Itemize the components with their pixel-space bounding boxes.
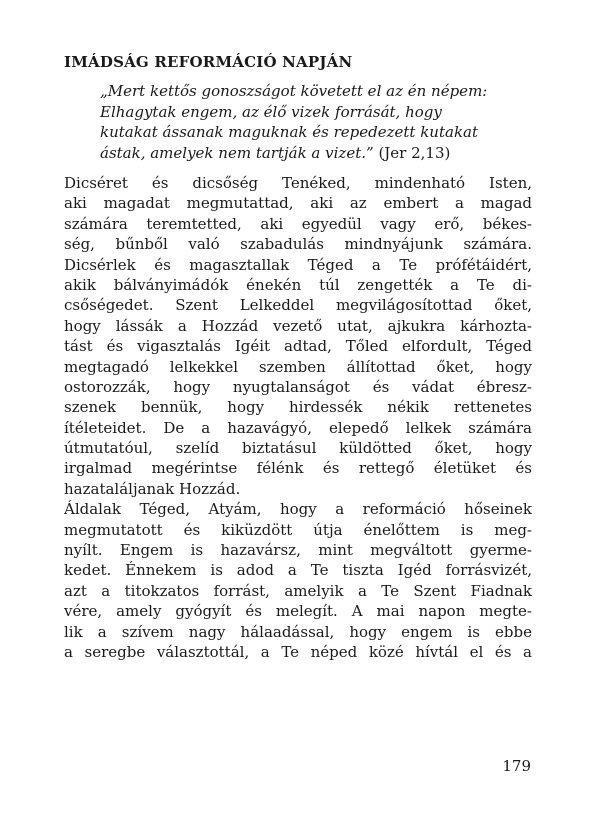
text-line: akik bálványimádók énekén túl zengették a Te di- xyxy=(64,275,532,294)
paragraph-praise xyxy=(64,173,532,499)
text-line: hogy lássák a Hozzád vezető utat, ajkukra kárhozta- xyxy=(64,316,532,335)
page-number: 179 xyxy=(502,757,531,775)
text-line: kedet. Énnekem is adod a Te tiszta Igéd forrásvizét, xyxy=(64,561,532,580)
text-line: megtagadó lelkekkel szemben állítottad őket, hogy xyxy=(64,357,532,376)
quote-line: „Mert kettős gonoszságot követett el az én népem: xyxy=(100,82,488,100)
quote-line: kutakat ássanak maguknak és repedezett kutakat xyxy=(100,123,479,141)
text-line: ostorozzák, hogy nyugtalanságot és vádat ébresz- xyxy=(64,377,532,396)
text-line: Áldalak Téged, Atyám, hogy a reformáció hőseinek xyxy=(64,500,532,519)
scripture-reference: (Jer 2,13) xyxy=(373,143,451,162)
quote-line-last xyxy=(100,143,532,164)
text-line: útmutatóul, szelíd biztatásul küldötted őket, hogy xyxy=(64,439,532,458)
quote-line: Elhagytak engem, az élő vizek forrását, hogy xyxy=(100,102,442,121)
text-line: aki magadat megmutattad, aki az embert a magad xyxy=(64,194,532,213)
prayer-title: IMÁDSÁG REFORMÁCIÓ NAPJÁN xyxy=(64,53,353,71)
text-line: a seregbe választottál, a Te néped közé hívtál el és a xyxy=(64,642,532,661)
text-line: Dicséret és dicsőség Tenéked, mindenható Isten, xyxy=(64,174,532,192)
text-line: ség, bűnből való szabadulás mindnyájunk számára. xyxy=(64,235,532,254)
paragraph-thanks xyxy=(64,499,532,662)
quote-text-end: ástak, amelyek nem tartják a vizet.” xyxy=(100,143,374,162)
scripture-quote xyxy=(100,81,532,163)
text-line: Dicsérlek és magasztallak Téged a Te prófétáidért, xyxy=(64,255,532,274)
text-line: azt a titokzatos forrást, amelyik a Te Szent Fiadnak xyxy=(64,581,532,600)
text-line: nyílt. Engem is hazavársz, mint megváltott gyerme- xyxy=(64,541,532,560)
text-line: megmutatott és kiküzdött útja énelőttem is meg- xyxy=(64,520,532,539)
text-line: vére, amely gyógyít és melegít. A mai napon megte- xyxy=(64,602,532,621)
text-line: szenek bennük, hogy hirdessék nékik rettenetes xyxy=(64,398,532,417)
text-line: számára teremtetted, aki egyedül vagy erő, békes- xyxy=(64,214,532,233)
text-line: hazataláljanak Hozzád. xyxy=(64,479,241,498)
text-line: tást és vigasztalás Igéit adtad, Tőled elfordult, Téged xyxy=(64,337,532,356)
text-line: ítéleteidet. De a hazavágyó, elepedő lelkek számára xyxy=(64,418,532,437)
page-content xyxy=(64,52,532,662)
text-line: irgalmad megérintse félénk és rettegő életüket és xyxy=(64,459,532,478)
text-line: lik a szívem nagy hálaadással, hogy engem is ebbe xyxy=(64,622,532,641)
text-line: csőségedet. Szent Lelkeddel megvilágosítottad őket, xyxy=(64,296,532,315)
